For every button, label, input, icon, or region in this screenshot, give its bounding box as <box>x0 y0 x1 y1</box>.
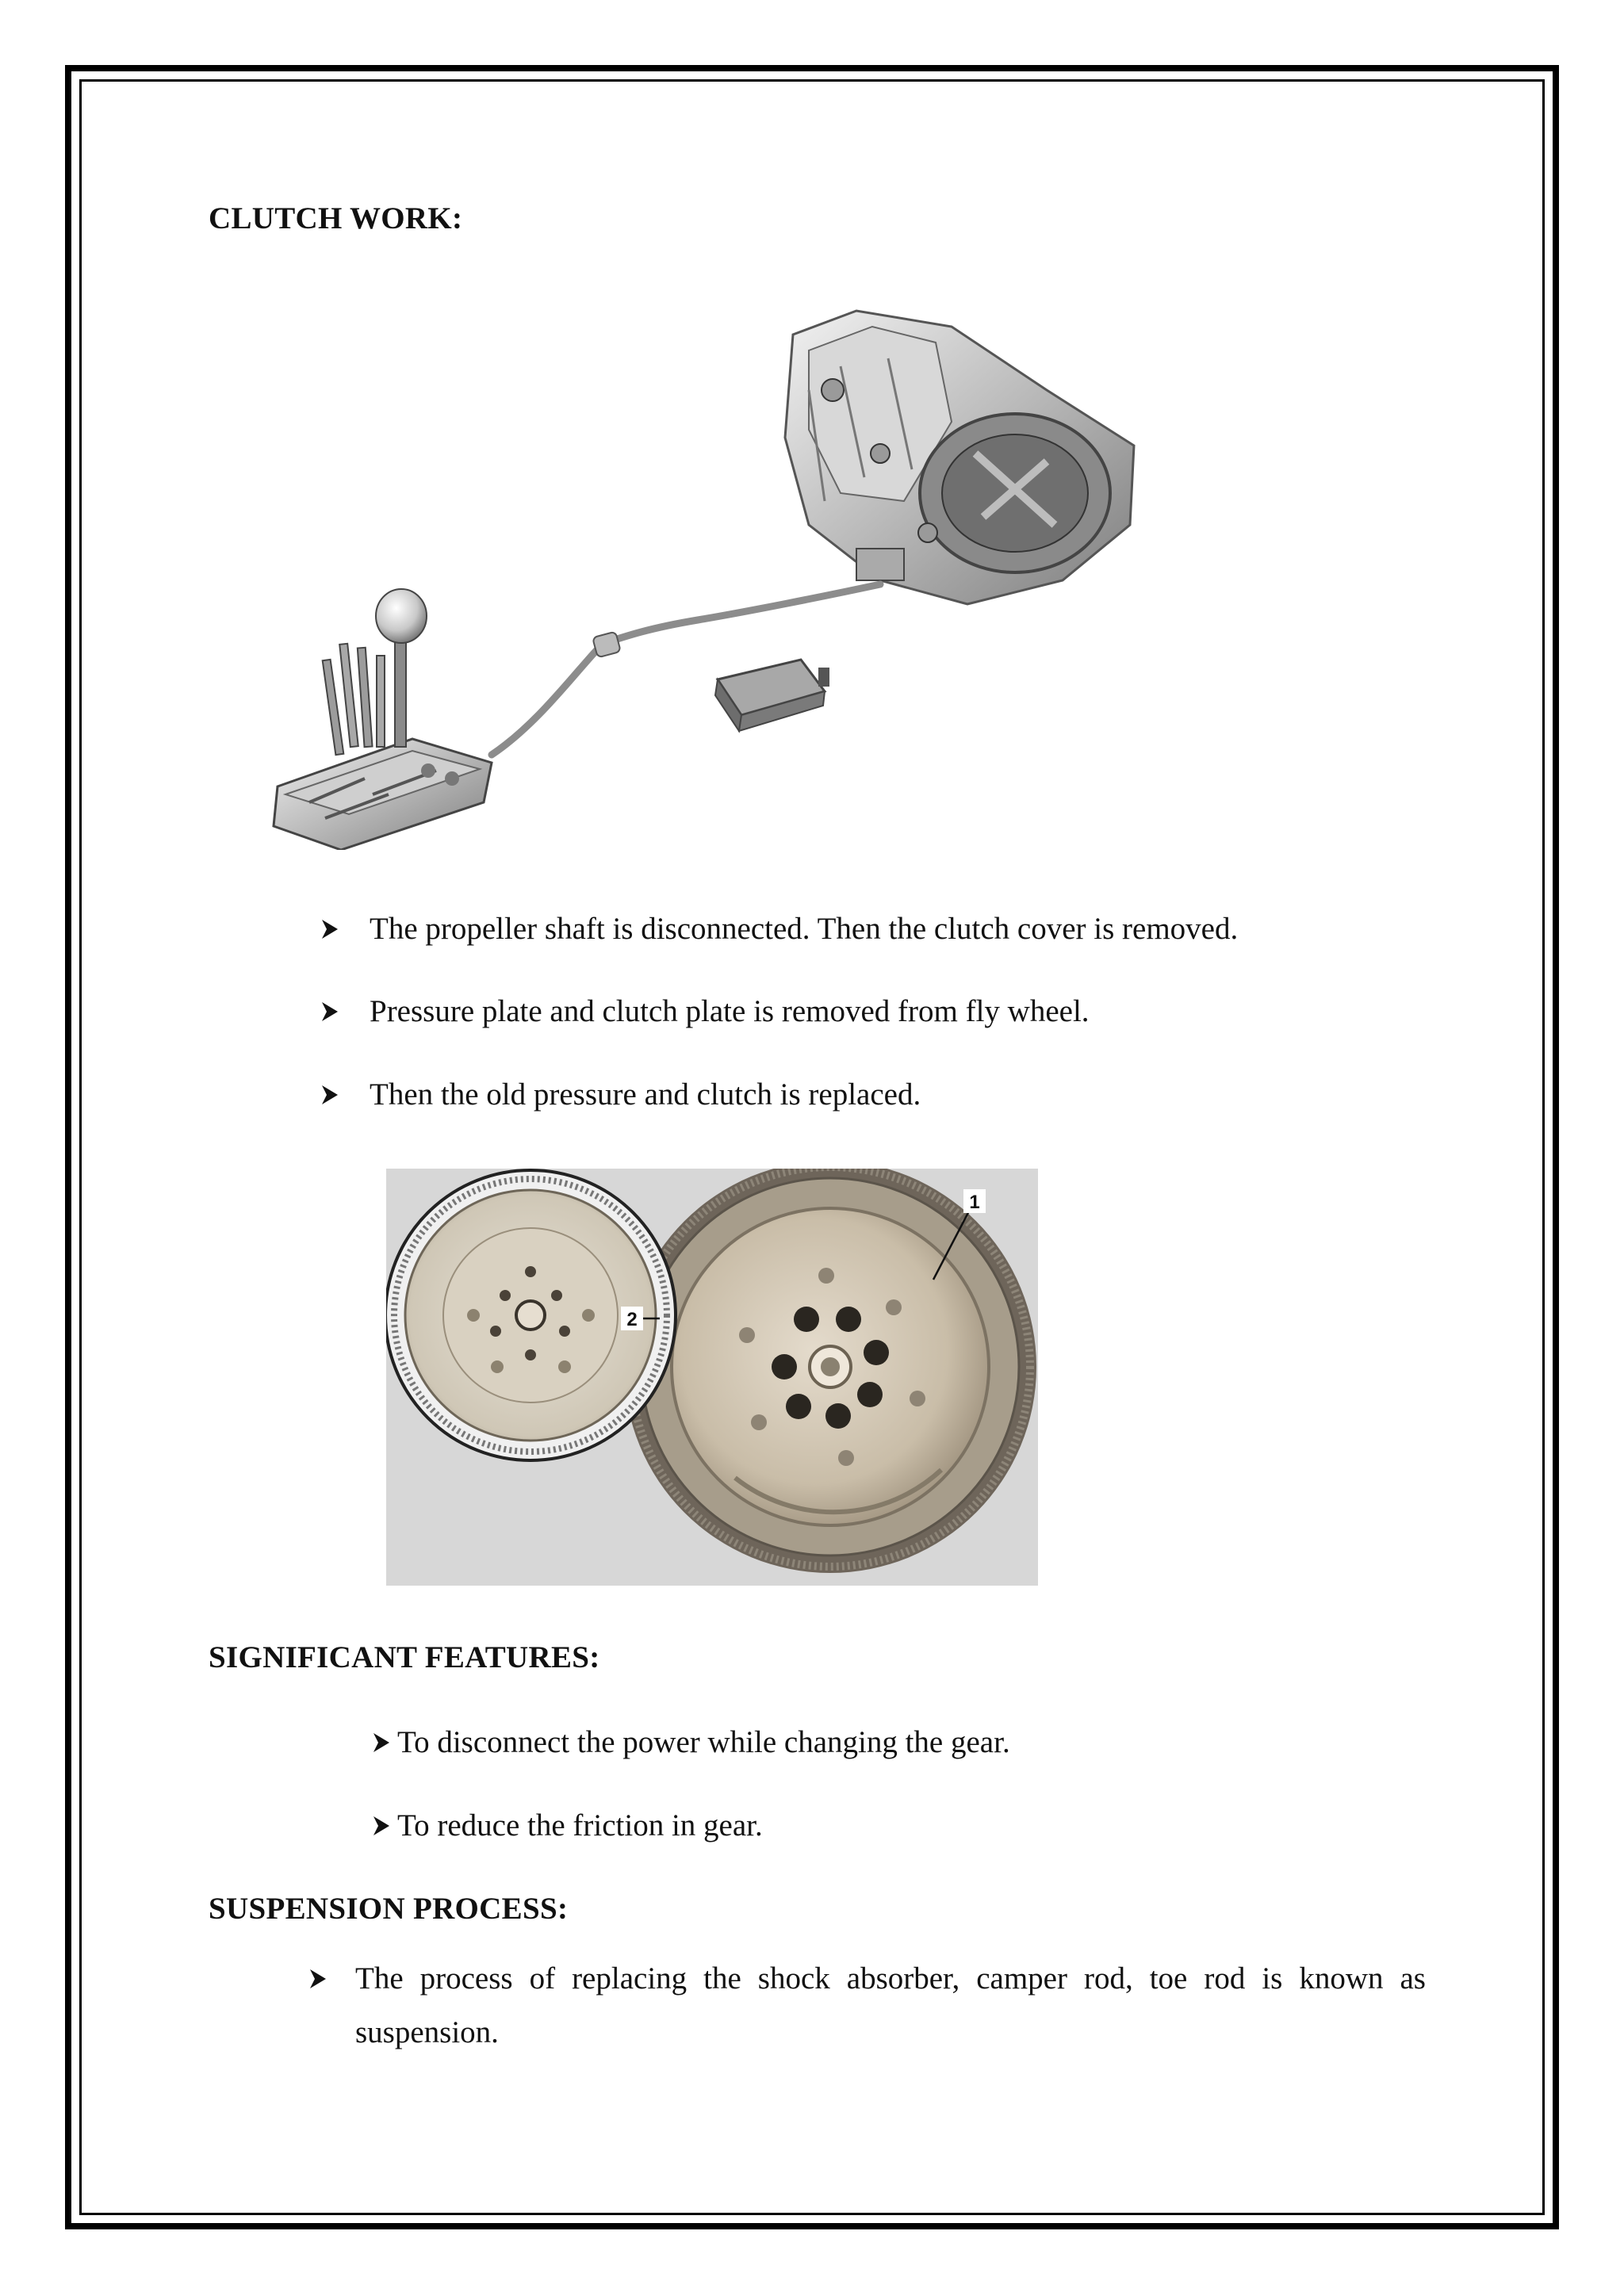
feature-item <box>373 1727 1010 1758</box>
flywheel-large <box>624 1169 1036 1573</box>
arrow-bullet-icon <box>321 1001 339 1022</box>
control-module <box>715 660 829 731</box>
suspension-item <box>309 1963 1426 2060</box>
arrow-bullet-icon <box>373 1816 390 1836</box>
feature-text: To reduce the friction in gear. <box>397 1808 763 1843</box>
suspension-process-heading: SUSPENSION PROCESS: <box>209 1892 569 1926</box>
arrow-bullet-icon <box>373 1732 390 1753</box>
svg-text:2: 2 <box>626 1309 638 1330</box>
arrow-bullet-icon <box>321 1085 339 1105</box>
clutch-step-text: Then the old pressure and clutch is replaced. <box>370 1077 921 1112</box>
clutch-work-heading: CLUTCH WORK: <box>209 201 463 235</box>
significant-features-heading: SIGNIFICANT FEATURES: <box>209 1640 600 1674</box>
gearbox-housing <box>785 311 1134 604</box>
clutch-step-text: Pressure plate and clutch plate is removed from fly wheel. <box>370 994 1090 1028</box>
svg-text:1: 1 <box>969 1192 980 1213</box>
flywheel-photo <box>386 1169 1038 1586</box>
clutch-step-item <box>321 996 1090 1027</box>
transmission-illustration <box>254 295 1142 850</box>
feature-text: To disconnect the power while changing the gear. <box>397 1725 1010 1759</box>
suspension-text: The process of replacing the shock absorber, camper rod, toe rod is known as suspension. <box>355 1961 1426 2049</box>
feature-item <box>373 1810 763 1842</box>
arrow-bullet-icon <box>309 1969 327 1989</box>
gear-shifter-assembly <box>274 589 492 850</box>
arrow-bullet-icon <box>321 919 339 939</box>
clutch-step-text: The propeller shaft is disconnected. Then the clutch cover is removed. <box>370 912 1239 946</box>
clutch-step-item <box>321 1079 921 1111</box>
clutch-step-item <box>321 913 1238 945</box>
